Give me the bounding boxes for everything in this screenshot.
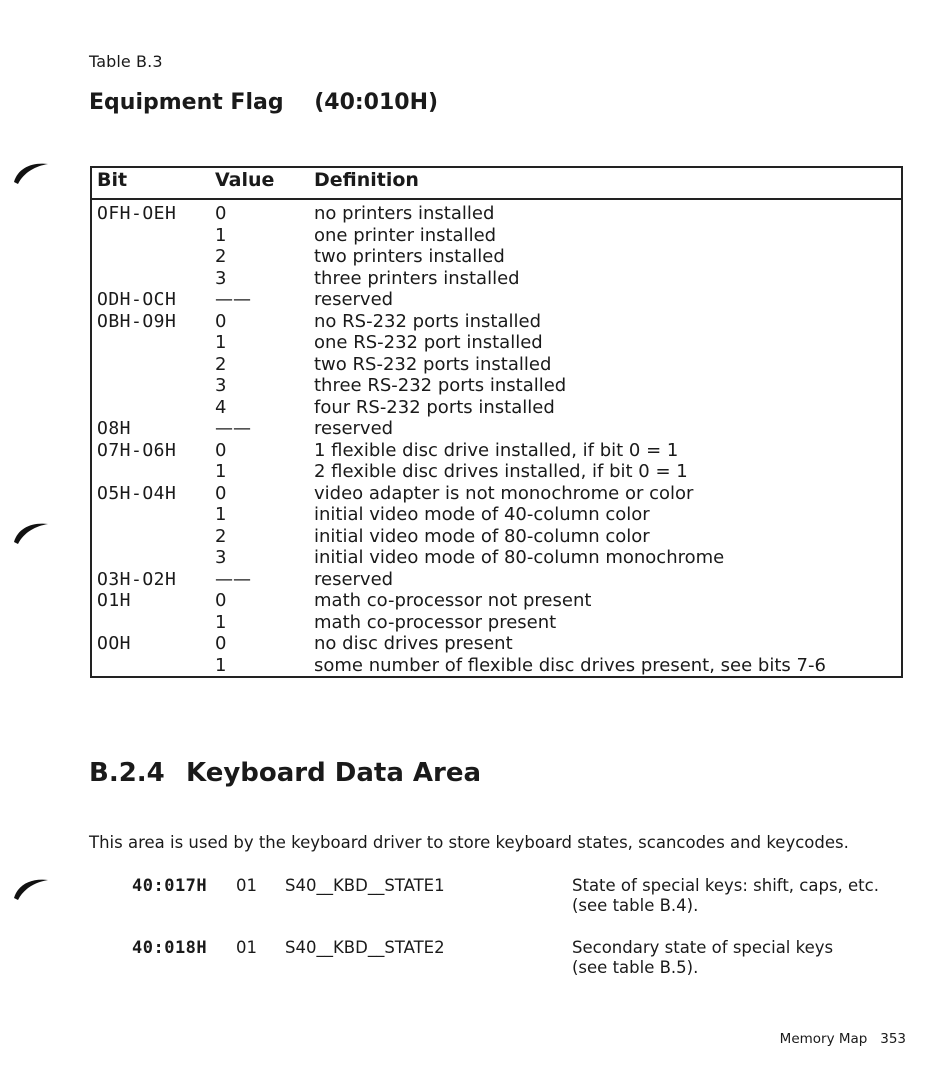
entry-size: 01 bbox=[236, 938, 257, 957]
cell-definition: some number of flexible disc drives present, see bits 7-6 bbox=[314, 654, 826, 676]
header-bit: Bit bbox=[97, 169, 128, 191]
entry-description bbox=[572, 938, 833, 978]
table-header bbox=[92, 168, 901, 200]
table-row bbox=[92, 268, 901, 290]
margin-mark-2 bbox=[10, 518, 50, 548]
entry-size: 01 bbox=[236, 876, 257, 895]
table-row bbox=[92, 590, 901, 612]
cell-bit: OBH-O9H bbox=[97, 310, 177, 332]
cell-definition: 2 flexible disc drives installed, if bit 0 = 1 bbox=[314, 461, 688, 482]
cell-definition: no RS-232 ports installed bbox=[314, 310, 542, 332]
cell-value: 3 bbox=[215, 267, 227, 289]
cell-value: 0 bbox=[215, 439, 227, 461]
cell-bit: O8H bbox=[97, 418, 132, 439]
cell-definition: three printers installed bbox=[314, 267, 520, 289]
table-row bbox=[92, 547, 901, 569]
entry-description-line: Secondary state of special keys bbox=[572, 938, 834, 957]
page-footer: Memory Map 353 bbox=[779, 1031, 906, 1047]
cell-definition: initial video mode of 40-column color bbox=[314, 504, 650, 525]
header-value: Value bbox=[215, 169, 275, 191]
table-row bbox=[92, 483, 901, 505]
entry-description bbox=[572, 876, 879, 916]
cell-value: 1 bbox=[215, 332, 227, 353]
cell-value: 1 bbox=[215, 654, 227, 676]
equipment-flag-table bbox=[90, 166, 903, 678]
margin-mark-1 bbox=[10, 158, 50, 188]
cell-bit: O5H-O4H bbox=[97, 482, 177, 504]
table-row bbox=[92, 354, 901, 376]
table-row bbox=[92, 461, 901, 483]
cell-bit: O3H-O2H bbox=[97, 568, 177, 590]
table-row bbox=[92, 225, 901, 247]
cell-value: 4 bbox=[215, 396, 227, 418]
table-title: Equipment Flag (40:010H) bbox=[89, 90, 439, 115]
cell-value: 3 bbox=[215, 547, 227, 568]
cell-definition: four RS-232 ports installed bbox=[314, 396, 555, 418]
table-row bbox=[92, 504, 901, 526]
cell-value: 0 bbox=[215, 633, 227, 654]
cell-definition: one RS-232 port installed bbox=[314, 332, 543, 353]
entry-name: S40__KBD__STATE1 bbox=[285, 876, 445, 895]
cell-value: —— bbox=[215, 289, 251, 310]
table-row bbox=[92, 289, 901, 311]
cell-definition: reserved bbox=[314, 289, 394, 310]
table-body bbox=[92, 200, 901, 676]
cell-definition: initial video mode of 80-column monochrome bbox=[314, 547, 725, 568]
cell-definition: reserved bbox=[314, 568, 394, 590]
cell-bit: O1H bbox=[97, 590, 132, 611]
table-row bbox=[92, 397, 901, 419]
cell-value: —— bbox=[215, 418, 251, 439]
cell-definition: three RS-232 ports installed bbox=[314, 375, 567, 396]
cell-value: 2 bbox=[215, 525, 227, 547]
cell-bit: O7H-O6H bbox=[97, 439, 177, 461]
section-number: B.2.4 bbox=[89, 758, 165, 788]
cell-value: 1 bbox=[215, 504, 227, 525]
section-heading bbox=[89, 758, 481, 788]
entry-name: S40__KBD__STATE2 bbox=[285, 938, 445, 957]
cell-definition: video adapter is not monochrome or color bbox=[314, 482, 694, 504]
cell-definition: math co-processor present bbox=[314, 611, 557, 633]
cell-value: 1 bbox=[215, 461, 227, 482]
header-definition: Definition bbox=[314, 169, 419, 191]
table-row bbox=[92, 332, 901, 354]
cell-value: 1 bbox=[215, 224, 227, 246]
table-row bbox=[92, 612, 901, 634]
cell-definition: math co-processor not present bbox=[314, 590, 592, 611]
cell-definition: two RS-232 ports installed bbox=[314, 353, 552, 375]
cell-definition: one printer installed bbox=[314, 224, 497, 246]
table-row bbox=[92, 633, 901, 655]
entry-description-line: (see table B.4). bbox=[572, 896, 699, 915]
cell-value: 0 bbox=[215, 482, 227, 504]
cell-bit: OOH bbox=[97, 633, 132, 654]
section-title: Keyboard Data Area bbox=[186, 758, 482, 788]
table-row bbox=[92, 375, 901, 397]
cell-definition: no disc drives present bbox=[314, 633, 513, 654]
cell-definition: initial video mode of 80-column color bbox=[314, 525, 650, 547]
cell-value: —— bbox=[215, 568, 251, 590]
cell-bit: OFH-OEH bbox=[97, 203, 177, 224]
table-row bbox=[92, 655, 901, 677]
cell-value: 2 bbox=[215, 353, 227, 375]
cell-value: 3 bbox=[215, 375, 227, 396]
table-row bbox=[92, 526, 901, 548]
table-row bbox=[92, 569, 901, 591]
keyboard-entry bbox=[0, 938, 950, 988]
table-row bbox=[92, 311, 901, 333]
cell-definition: two printers installed bbox=[314, 246, 505, 267]
cell-bit: ODH-OCH bbox=[97, 289, 177, 310]
cell-definition: reserved bbox=[314, 418, 394, 439]
cell-value: 0 bbox=[215, 590, 227, 611]
cell-value: 0 bbox=[215, 203, 227, 224]
entry-description-line: State of special keys: shift, caps, etc. bbox=[572, 876, 879, 895]
table-row bbox=[92, 440, 901, 462]
cell-value: 2 bbox=[215, 246, 227, 267]
cell-value: 0 bbox=[215, 310, 227, 332]
table-row bbox=[92, 203, 901, 225]
cell-definition: 1 flexible disc drive installed, if bit 0 = 1 bbox=[314, 439, 679, 461]
table-caption: Table B.3 bbox=[89, 52, 163, 71]
cell-value: 1 bbox=[215, 611, 227, 633]
entry-description-line: (see table B.5). bbox=[572, 958, 699, 977]
section-intro: This area is used by the keyboard driver to store keyboard states, scancodes and keycodes. bbox=[89, 833, 849, 852]
cell-definition: no printers installed bbox=[314, 203, 495, 224]
keyboard-entry bbox=[0, 876, 950, 926]
table-row bbox=[92, 246, 901, 268]
table-row bbox=[92, 418, 901, 440]
entry-address: 40:018H bbox=[132, 938, 208, 958]
entry-address: 40:017H bbox=[132, 876, 208, 896]
